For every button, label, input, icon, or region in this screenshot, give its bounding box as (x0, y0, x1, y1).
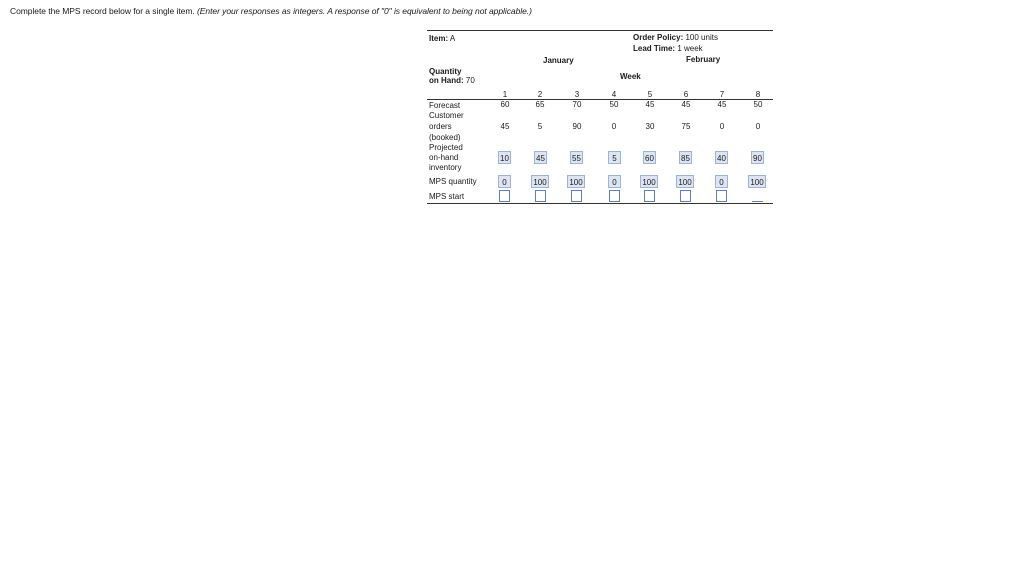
month-january: January (543, 56, 574, 65)
customer-orders-cell: 75 (681, 122, 691, 131)
mps-quantity-answer-box[interactable]: 100 (640, 175, 658, 188)
projected-answer-box[interactable]: 10 (498, 151, 511, 164)
order-policy-value: 100 units (685, 33, 718, 42)
mps-quantity-answer-box[interactable]: 100 (748, 175, 766, 188)
table-bottom-rule (427, 203, 773, 204)
customer-orders-cell: 5 (537, 122, 543, 131)
customer-orders-cell: 90 (572, 122, 582, 131)
lead-time (633, 44, 703, 53)
projected-answer-box[interactable]: 40 (715, 151, 728, 164)
projected-answer-box[interactable]: 90 (751, 151, 764, 164)
qoh-value: 70 (465, 76, 475, 85)
qoh-label-line1: Quantity (429, 67, 462, 76)
customer-orders-cell: 0 (719, 122, 725, 131)
projected-label-2: on-hand (429, 153, 459, 162)
customer-orders-label-3: (booked) (429, 133, 461, 142)
mps-quantity-answer-box[interactable]: 0 (498, 175, 511, 188)
mps-start-label: MPS start (429, 192, 465, 201)
customer-orders-cell: 30 (645, 122, 655, 131)
week-number-2: 2 (537, 90, 543, 99)
week-number-1: 1 (502, 90, 508, 99)
item-header (429, 34, 455, 43)
week-number-6: 6 (683, 90, 689, 99)
customer-orders-label-1: Customer (429, 111, 464, 120)
mps-quantity-answer-box[interactable]: 100 (676, 175, 694, 188)
customer-orders-cell: 0 (755, 122, 761, 131)
mps-start-input[interactable] (499, 190, 510, 202)
mps-quantity-answer-box[interactable]: 0 (715, 175, 728, 188)
item-label: Item: (429, 34, 449, 43)
mps-quantity-answer-box[interactable]: 100 (567, 175, 585, 188)
forecast-cell: 45 (645, 100, 655, 109)
projected-answer-box[interactable]: 55 (570, 151, 583, 164)
mps-start-input[interactable] (680, 190, 691, 202)
customer-orders-cell: 45 (500, 122, 510, 131)
week-number-4: 4 (611, 90, 617, 99)
qoh-label-line2 (429, 76, 475, 85)
customer-orders-label-2: orders (429, 122, 452, 131)
qoh-label: on Hand: (429, 76, 464, 85)
instruction-main: Complete the MPS record below for a single item. (10, 6, 195, 16)
mps-start-input[interactable] (644, 190, 655, 202)
forecast-cell: 65 (535, 100, 545, 109)
mps-start-input[interactable] (752, 190, 763, 202)
mps-start-input[interactable] (535, 190, 546, 202)
projected-answer-box[interactable]: 45 (534, 151, 547, 164)
mps-quantity-answer-box[interactable]: 0 (608, 175, 621, 188)
week-label: Week (620, 72, 641, 81)
month-february: February (686, 55, 721, 64)
lead-time-label: Lead Time: (633, 44, 676, 53)
projected-answer-box[interactable]: 85 (679, 151, 692, 164)
table-top-rule (427, 30, 773, 31)
projected-label-3: inventory (429, 163, 462, 172)
forecast-label: Forecast (429, 101, 461, 110)
forecast-cell: 45 (681, 100, 691, 109)
projected-answer-box[interactable]: 5 (608, 151, 621, 164)
week-number-3: 3 (574, 90, 580, 99)
forecast-cell: 50 (753, 100, 763, 109)
forecast-cell: 45 (717, 100, 727, 109)
customer-orders-cell: 0 (611, 122, 617, 131)
forecast-cell: 50 (609, 100, 619, 109)
instruction-hint: (Enter your responses as integers. A response of "0" is equivalent to being not applicable.) (197, 6, 532, 16)
mps-start-input[interactable] (609, 190, 620, 202)
mps-start-input[interactable] (571, 190, 582, 202)
mps-quantity-answer-box[interactable]: 100 (531, 175, 549, 188)
projected-label-1: Projected (429, 143, 463, 152)
mps-start-input[interactable] (716, 190, 727, 202)
forecast-cell: 70 (572, 100, 582, 109)
order-policy (633, 33, 718, 42)
week-number-8: 8 (755, 90, 761, 99)
order-policy-label: Order Policy: (633, 33, 684, 42)
mps-quantity-label: MPS quantity (429, 177, 477, 186)
projected-answer-box[interactable]: 60 (643, 151, 656, 164)
week-number-7: 7 (719, 90, 725, 99)
week-number-5: 5 (647, 90, 653, 99)
forecast-cell: 60 (500, 100, 510, 109)
instruction-text (10, 6, 532, 16)
lead-time-value: 1 week (677, 44, 703, 53)
item-value: A (449, 34, 456, 43)
